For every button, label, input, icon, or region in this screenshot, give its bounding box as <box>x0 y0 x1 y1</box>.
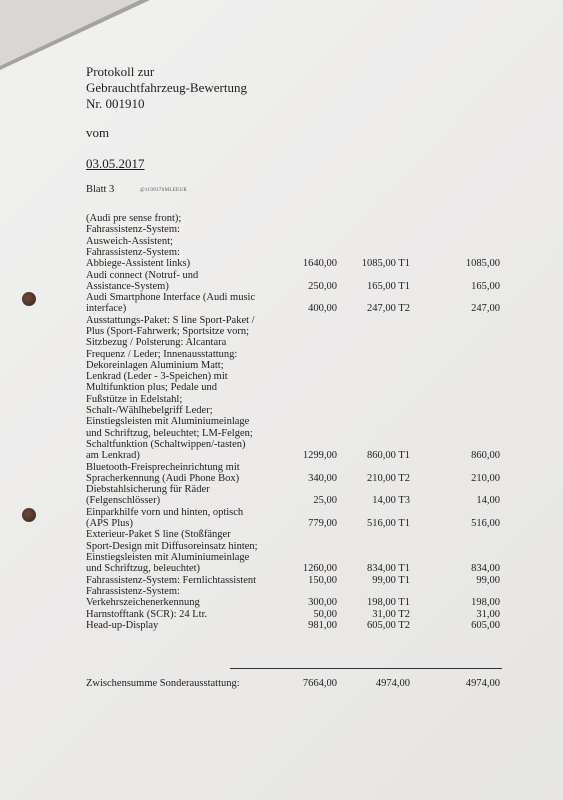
title-line-2: Gebrauchtfahrzeug-Bewertung <box>86 80 247 95</box>
description-line: Assistance-System) <box>86 280 169 292</box>
item-description <box>86 529 286 574</box>
description-line: Bluetooth-Freisprecheinrichtung mit <box>86 461 240 473</box>
description-line: und Schriftzug, beleuchtet; LM-Felgen; <box>86 427 253 439</box>
description-line: am Lenkrad) <box>86 450 140 462</box>
description-line: Schalt-/Wählhebelgriff Leder; <box>86 405 213 417</box>
item-value: 1085,00 T1 <box>361 258 410 270</box>
item-value: 165,00 T1 <box>367 280 410 292</box>
item-new-price: 981,00 <box>308 619 337 631</box>
item-final-value: 198,00 <box>471 597 500 609</box>
item-final-value: 605,00 <box>471 619 500 631</box>
item-new-price: 250,00 <box>308 280 337 292</box>
item-value: 605,00 T2 <box>367 619 410 631</box>
item-final-value: 834,00 <box>471 563 500 575</box>
item-description <box>86 292 286 315</box>
item-value: 14,00 T3 <box>372 495 410 507</box>
description-line: Einstiegsleisten mit Aluminiumeinlage <box>86 416 250 428</box>
item-new-price: 25,00 <box>313 495 337 507</box>
subtotal-label: Zwischensumme Sonderausstattung: <box>86 678 240 689</box>
description-line: Ausstattungs-Paket: S line Sport-Paket / <box>86 314 255 326</box>
item-new-price: 300,00 <box>308 597 337 609</box>
description-line: Ausweich-Assistent; <box>86 235 173 247</box>
item-final-value: 210,00 <box>471 472 500 484</box>
description-line: Frequenz / Leder; Innenausstattung: <box>86 348 238 360</box>
description-line: Head-up-Display <box>86 619 159 631</box>
sheet-note: @119937SMLEEUR <box>140 188 187 193</box>
document-date: 03.05.2017 <box>86 156 145 171</box>
description-line: Spracherkennung (Audi Phone Box) <box>86 472 240 484</box>
item-final-value: 14,00 <box>476 495 500 507</box>
description-line: interface) <box>86 303 127 315</box>
vom-label: vom <box>86 125 110 140</box>
description-line: Einstiegsleisten mit Aluminiumeinlage <box>86 551 250 563</box>
item-final-value: 860,00 <box>471 450 500 462</box>
description-line: Dekoreinlagen Aluminium Matt; <box>86 359 224 371</box>
description-line: Lenkrad (Leder - 3-Speichen) mit <box>86 371 228 383</box>
item-description <box>86 270 286 293</box>
description-line: Sitzbezug / Polsterung: Alcantara <box>86 337 227 349</box>
item-value: 210,00 T2 <box>367 472 410 484</box>
description-line: Schaltfunktion (Schaltwippen/-tasten) <box>86 438 246 450</box>
item-new-price: 1260,00 <box>302 563 337 575</box>
description-line: Harnstofftank (SCR): 24 Ltr. <box>86 608 208 620</box>
item-new-price: 1640,00 <box>302 258 337 270</box>
description-line: (Felgenschlösser) <box>86 495 161 507</box>
item-final-value: 31,00 <box>476 608 500 620</box>
description-line: Fahrassistenz-System: <box>86 246 180 258</box>
description-line: (APS Plus) <box>86 518 133 530</box>
subtotal-new-price: 7664,00 <box>302 678 337 689</box>
item-new-price: 340,00 <box>308 472 337 484</box>
item-description <box>86 484 286 507</box>
item-final-value: 99,00 <box>476 574 500 586</box>
item-final-value: 1085,00 <box>465 258 500 270</box>
item-value: 247,00 T2 <box>367 303 410 315</box>
description-line: Plus (Sport-Fahrwerk; Sportsitze vorn; <box>86 325 250 337</box>
item-value: 31,00 T2 <box>372 608 410 620</box>
title-line-3: Nr. 001910 <box>86 96 145 111</box>
item-value: 99,00 T1 <box>372 574 410 586</box>
item-description <box>86 507 286 530</box>
description-line: (Audi pre sense front); <box>86 213 182 224</box>
item-final-value: 165,00 <box>471 280 500 292</box>
sheet-number: Blatt 3 <box>86 184 115 195</box>
description-line: Fahrassistenz-System: <box>86 224 180 236</box>
item-new-price: 779,00 <box>308 518 337 530</box>
item-description <box>86 586 286 609</box>
description-line: Fußstütze in Edelstahl; <box>86 393 183 405</box>
item-value: 834,00 T1 <box>367 563 410 575</box>
description-line: Einparkhilfe vorn und hinten, optisch <box>86 506 244 518</box>
item-new-price: 1299,00 <box>302 450 337 462</box>
description-line: Abbiege-Assistent links) <box>86 258 191 270</box>
item-new-price: 50,00 <box>313 608 337 620</box>
subtotal-value: 4974,00 <box>375 678 410 689</box>
item-description <box>86 620 286 631</box>
description-line: Sport-Design mit Diffusoreinsatz hinten; <box>86 540 258 552</box>
item-new-price: 150,00 <box>308 574 337 586</box>
item-new-price: 400,00 <box>308 303 337 315</box>
description-line: Multifunktion plus; Pedale und <box>86 382 217 394</box>
sum-divider <box>230 668 502 669</box>
item-final-value: 247,00 <box>471 303 500 315</box>
title-line-1: Protokoll zur <box>86 64 155 79</box>
description-line: Exterieur-Paket S line (Stoßfänger <box>86 529 231 541</box>
description-line: Fahrassistenz-System: <box>86 585 180 597</box>
item-value: 860,00 T1 <box>367 450 410 462</box>
item-description <box>86 575 286 586</box>
item-description <box>86 213 286 269</box>
description-line: Diebstahlsicherung für Räder <box>86 484 210 496</box>
item-description <box>86 315 286 462</box>
description-line: und Schriftzug, beleuchtet) <box>86 563 201 575</box>
description-line: Audi connect (Notruf- und <box>86 269 199 281</box>
item-value: 198,00 T1 <box>367 597 410 609</box>
item-value: 516,00 T1 <box>367 518 410 530</box>
item-description <box>86 462 286 485</box>
item-final-value: 516,00 <box>471 518 500 530</box>
description-line: Verkehrszeichenerkennung <box>86 597 200 609</box>
description-line: Audi Smartphone Interface (Audi music <box>86 292 256 304</box>
item-description <box>86 609 286 620</box>
subtotal-final: 4974,00 <box>465 678 500 689</box>
description-line: Fahrassistenz-System: Fernlichtassistent <box>86 574 257 586</box>
